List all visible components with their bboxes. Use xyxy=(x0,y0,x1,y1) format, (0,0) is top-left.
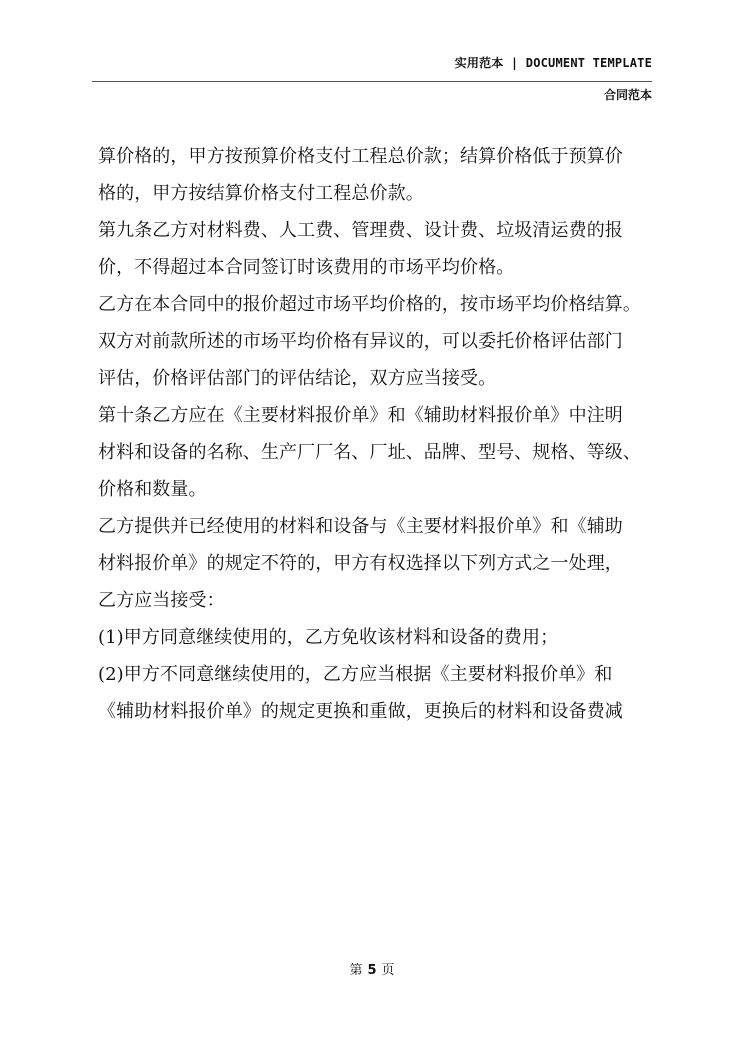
page-footer xyxy=(0,963,744,979)
page-number: 5 xyxy=(367,963,377,978)
text-line: 材料报价单》的规定不符的，甲方有权选择以下列方式之一处理， xyxy=(98,553,623,574)
text-line: 乙方在本合同中的报价超过市场平均价格的，按市场平均价格结算。 xyxy=(98,294,641,315)
text-line: 评估，价格评估部门的评估结论，双方应当接受。 xyxy=(98,368,497,389)
header-divider xyxy=(92,81,652,82)
page-label-suffix: 页 xyxy=(381,963,395,978)
text-line: 《辅助材料报价单》的规定更换和重做，更换后的材料和设备费减 xyxy=(98,701,623,722)
header-title: 实用范本 | DOCUMENT TEMPLATE xyxy=(454,56,652,70)
text-line: 乙方应当接受： xyxy=(98,590,225,611)
text-line: 价，不得超过本合同签订时该费用的市场平均价格。 xyxy=(98,257,515,278)
text-line: 双方对前款所述的市场平均价格有异议的，可以委托价格评估部门 xyxy=(98,331,623,352)
page-label-prefix: 第 xyxy=(349,963,363,978)
text-line: 算价格的，甲方按预算价格支付工程总价款；结算价格低于预算价 xyxy=(98,146,623,167)
text-line: 价格和数量。 xyxy=(98,479,207,500)
header-subtitle: 合同范本 xyxy=(603,88,652,102)
text-line: (2)甲方不同意继续使用的，乙方应当根据《主要材料报价单》和 xyxy=(98,664,613,685)
text-line: 格的，甲方按结算价格支付工程总价款。 xyxy=(98,183,424,204)
text-line: 第九条乙方对材料费、人工费、管理费、设计费、垃圾清运费的报 xyxy=(98,220,623,241)
text-line: (1)甲方同意继续使用的，乙方免收该材料和设备的费用； xyxy=(98,627,559,648)
text-line: 乙方提供并已经使用的材料和设备与《主要材料报价单》和《辅助 xyxy=(98,516,623,537)
page-header xyxy=(455,56,652,70)
text-line: 材料和设备的名称、生产厂厂名、厂址、品牌、型号、规格、等级、 xyxy=(98,442,641,463)
document-body xyxy=(98,138,658,730)
text-line: 第十条乙方应在《主要材料报价单》和《辅助材料报价单》中注明 xyxy=(98,405,623,426)
